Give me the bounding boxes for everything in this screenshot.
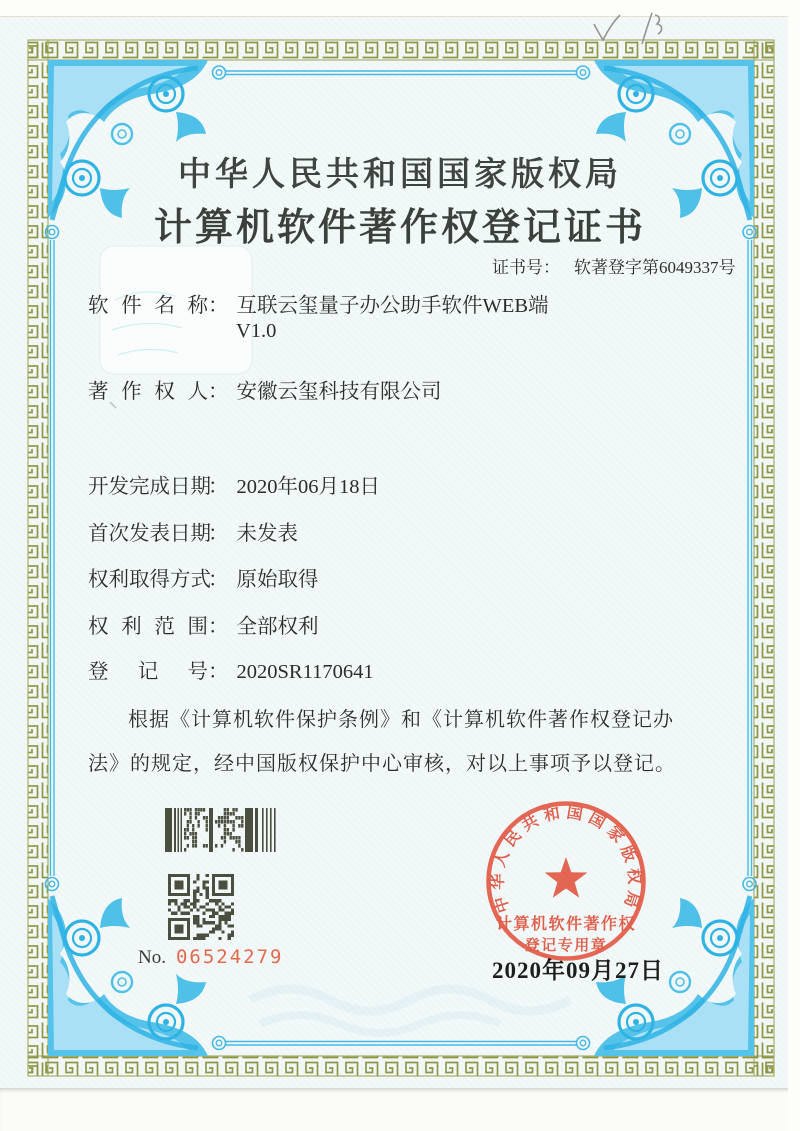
label-colon: ：: [208, 295, 229, 317]
field-label-rights-acquisition: 权利取得方式: [88, 569, 211, 591]
certificate-number-label: 证书号：: [492, 258, 560, 277]
field-row-rights-acquisition: [88, 562, 319, 592]
certificate-title: 计算机软件著作权登记证书: [153, 207, 646, 249]
field-row-rights-scope: [88, 609, 319, 639]
label-colon: ：: [208, 523, 229, 545]
seal-inner-line2: 登记专用章: [524, 938, 608, 954]
field-row-software-name: [88, 288, 549, 343]
seal-inner-line1: 计算机软件著作权: [495, 916, 637, 933]
field-label-registration-number: 登记号: [88, 661, 208, 683]
field-value-dev-complete-date: 2020年06月18日: [236, 476, 380, 498]
field-value-software-version: V1.0: [236, 320, 277, 342]
issue-date: 2020年09月27日: [492, 958, 664, 983]
seal-ring-text: 中华人民共和国国家版权局: [489, 804, 643, 915]
field-row-copyright-owner: [88, 374, 442, 404]
label-colon: ：: [208, 661, 229, 683]
authority-title: 中华人民共和国国家版权局: [178, 157, 622, 193]
field-value-rights-acquisition: 原始取得: [236, 569, 319, 591]
field-label-rights-scope: 权利范围: [88, 616, 208, 638]
field-label-copyright-owner: 著作权人: [88, 381, 208, 403]
field-label-first-publish-date: 首次发表日期: [88, 523, 211, 545]
serial-prefix: No.: [138, 947, 166, 968]
field-value-rights-scope: 全部权利: [236, 616, 319, 638]
label-colon: ：: [208, 381, 229, 403]
label-colon: ：: [208, 569, 229, 591]
qr-code: [168, 874, 234, 940]
field-row-registration-number: [88, 654, 374, 684]
field-label-software-name: 软件名称: [88, 295, 208, 317]
serial-number: 06524279: [175, 946, 284, 968]
serial-number-line: [138, 946, 284, 969]
label-colon: ：: [208, 616, 229, 638]
registration-statement: 根据《计算机软件保护条例》和《计算机软件著作权登记办法》的规定，经中国版权保护中心审核，对以上事项予以登记。: [88, 709, 676, 775]
field-label-dev-complete-date: 开发完成日期: [88, 476, 211, 498]
field-value-first-publish-date: 未发表: [236, 523, 298, 545]
certificate-number-line: [492, 253, 736, 278]
field-value-registration-number: 2020SR1170641: [236, 661, 374, 683]
field-row-first-publish-date: [88, 516, 298, 546]
field-value-copyright-owner: 安徽云玺科技有限公司: [236, 381, 442, 403]
field-value-software-name: 互联云玺量子办公助手软件WEB端: [236, 295, 549, 317]
label-colon: ：: [208, 476, 229, 498]
field-row-dev-complete-date: [88, 469, 380, 499]
certificate-number-value: 软著登字第6049337号: [574, 258, 736, 277]
barcode: [165, 808, 287, 852]
